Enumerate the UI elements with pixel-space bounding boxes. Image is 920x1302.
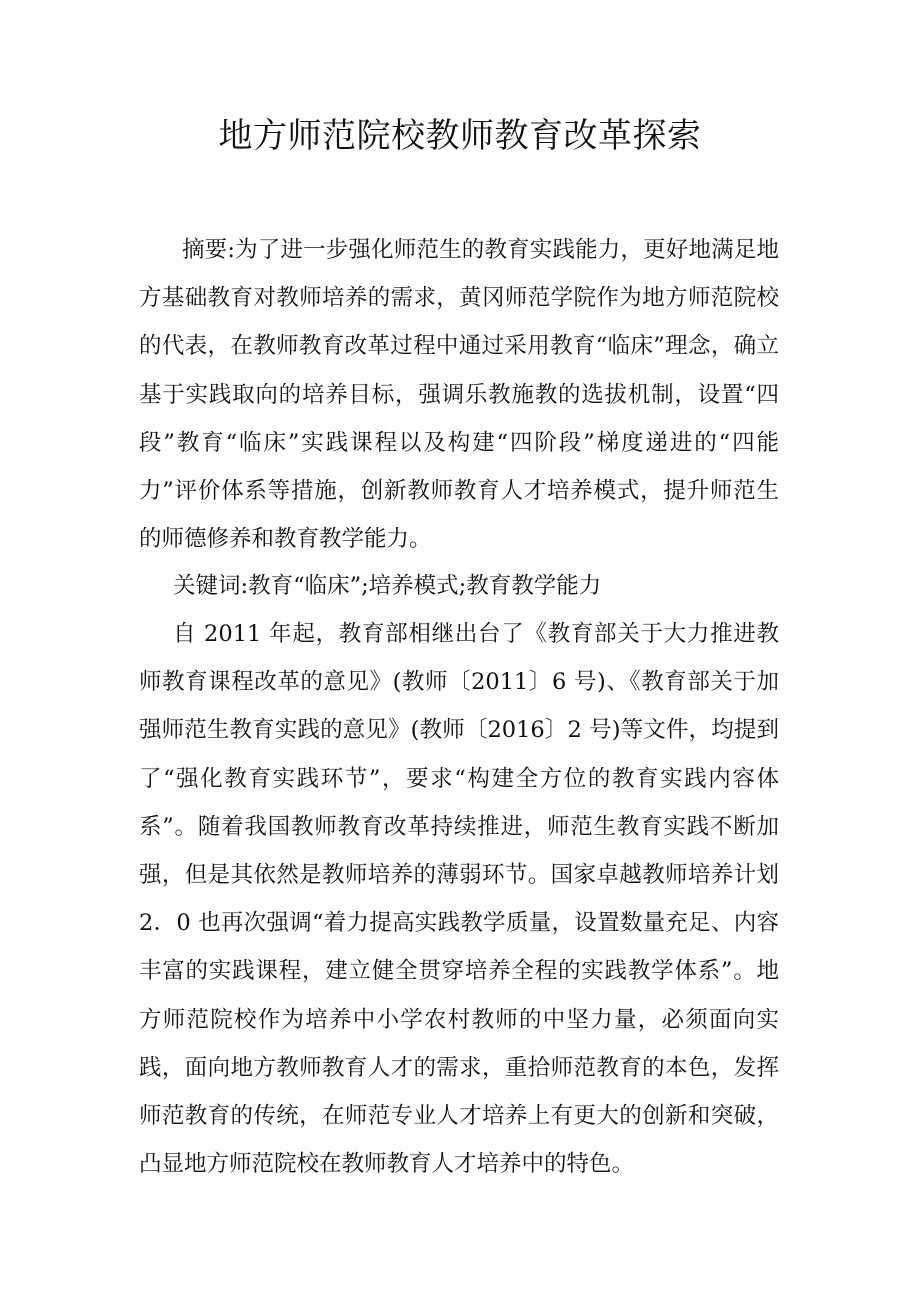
keywords-line: 关键词:教育“临床”;培养模式;教育教学能力 bbox=[173, 573, 602, 599]
document-title: 地方师范院校教师教育改革探索 bbox=[218, 116, 702, 156]
body-paragraph: 自 2011 年起，教育部相继出台了《教育部关于大力推进教师教育课程改革的意见》(教师〔2011〕6 号)、《教育部关于加强师范生教育实践的意见》(教师〔2016〕2 号)等文件，均提到了“强化教育实践环节”，要求“构建全方位的教育实践内容体系”。随着我国教师教育改革持续推进，师范生教育实践不断加强，但是其依然是教师培养的薄弱环节。国家卓越教师培养计划 2．0 也再次强调“着力提高实践教学质量，设置数量充足、内容丰富的实践课程，建立健全贯穿培养全程的实践教学体系”。地方师范院校作为培养中小学农村教师的中坚力量，必须面向实践，面向地方教师教育人才的需求，重拾师范教育的本色，发挥师范教育的传统，在师范专业人才培养上有更大的创新和突破，凸显地方师范院校在教师教育人才培养中的特色。 bbox=[139, 621, 779, 1178]
abstract-paragraph: 摘要:为了进一步强化师范生的教育实践能力，更好地满足地方基础教育对教师培养的需求，黄冈师范学院作为地方师范院校的代表，在教师教育改革过程中通过采用教育“临床”理念，确立基于实践取向的培养目标，强调乐教施教的选拔机制，设置“四段”教育“临床”实践课程以及构建“四阶段”梯度递进的“四能力”评价体系等措施，创新教师教育人才培养模式，提升师范生的师德修养和教育教学能力。 bbox=[139, 237, 779, 553]
